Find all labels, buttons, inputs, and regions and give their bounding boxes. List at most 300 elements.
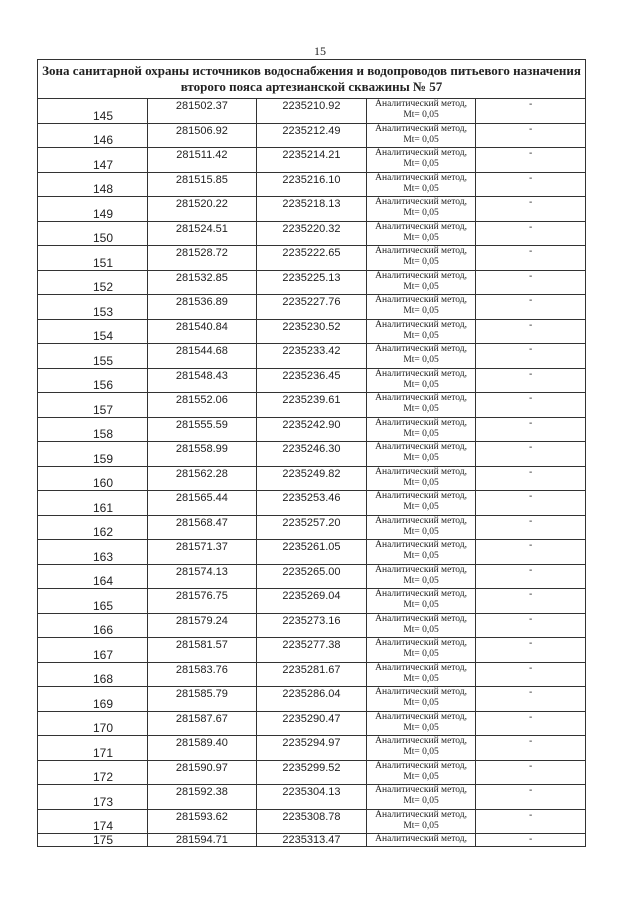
x-coordinate-cell bbox=[147, 197, 257, 222]
method-accuracy: Mt= 0,05 bbox=[403, 183, 439, 194]
x-coordinate-cell bbox=[147, 540, 257, 565]
point-number-cell bbox=[38, 442, 148, 467]
note-dash: - bbox=[529, 540, 533, 551]
x-coordinate: 281568.47 bbox=[175, 516, 228, 529]
note-cell bbox=[476, 270, 586, 295]
table-row bbox=[38, 662, 586, 687]
method-cell bbox=[366, 393, 476, 418]
point-number: 161 bbox=[93, 500, 114, 515]
x-coordinate: 281585.79 bbox=[175, 688, 228, 700]
y-coordinate-cell bbox=[257, 246, 367, 271]
note-dash: - bbox=[529, 393, 533, 404]
method-name: Аналитический метод, bbox=[375, 638, 467, 648]
y-coordinate-cell bbox=[257, 393, 367, 418]
point-number-cell bbox=[38, 295, 148, 320]
method-cell bbox=[366, 442, 476, 467]
point-number: 146 bbox=[93, 133, 114, 147]
table-row bbox=[38, 295, 586, 320]
y-coordinate-cell bbox=[257, 760, 367, 785]
method-name: Аналитический метод, bbox=[375, 148, 467, 158]
method-name: Аналитический метод, bbox=[375, 466, 467, 477]
point-number-cell bbox=[38, 711, 148, 736]
method-cell bbox=[366, 197, 476, 222]
method-accuracy: Mt= 0,05 bbox=[403, 502, 439, 512]
method-accuracy: Mt= 0,05 bbox=[403, 820, 439, 831]
method-cell bbox=[366, 834, 476, 847]
table-body bbox=[38, 60, 586, 847]
point-number: 157 bbox=[93, 402, 114, 417]
point-number-cell bbox=[38, 123, 148, 148]
y-coordinate: 2235277.38 bbox=[282, 639, 341, 651]
method-name: Аналитический метод, bbox=[375, 736, 467, 746]
method-cell bbox=[366, 736, 476, 761]
y-coordinate: 2235214.21 bbox=[282, 149, 341, 161]
method-cell bbox=[366, 221, 476, 246]
title-line-1: Зона санитарной охраны источников водоснабжения и водопроводов питьевого назначения bbox=[42, 63, 581, 78]
point-number-cell bbox=[38, 221, 148, 246]
x-coordinate-cell bbox=[147, 736, 257, 761]
point-number-cell bbox=[38, 99, 148, 124]
y-coordinate: 2235313.47 bbox=[282, 834, 341, 846]
point-number-cell bbox=[38, 638, 148, 663]
y-coordinate-cell bbox=[257, 99, 367, 124]
method-cell bbox=[366, 711, 476, 736]
note-cell bbox=[476, 785, 586, 810]
method-cell bbox=[366, 368, 476, 393]
table-row bbox=[38, 246, 586, 271]
x-coordinate: 281532.85 bbox=[175, 271, 228, 284]
note-cell bbox=[476, 515, 586, 540]
note-dash: - bbox=[529, 589, 533, 600]
y-coordinate-cell bbox=[257, 613, 367, 638]
y-coordinate: 2235239.61 bbox=[282, 394, 341, 406]
x-coordinate-cell bbox=[147, 834, 257, 847]
point-number: 175 bbox=[93, 833, 114, 847]
point-number-cell bbox=[38, 760, 148, 785]
point-number-cell bbox=[38, 491, 148, 516]
y-coordinate-cell bbox=[257, 491, 367, 516]
y-coordinate: 2235261.05 bbox=[282, 541, 341, 553]
method-accuracy: Mt= 0,05 bbox=[403, 208, 439, 218]
x-coordinate-cell bbox=[147, 662, 257, 687]
note-cell bbox=[476, 148, 586, 173]
note-dash: - bbox=[529, 319, 533, 331]
x-coordinate: 281576.75 bbox=[175, 590, 228, 602]
note-cell bbox=[476, 319, 586, 344]
method-accuracy: Mt= 0,05 bbox=[403, 698, 439, 708]
method-name: Аналитический метод, bbox=[375, 540, 467, 550]
point-number: 148 bbox=[93, 182, 114, 196]
y-coordinate-cell bbox=[257, 442, 367, 467]
table-row bbox=[38, 589, 586, 614]
point-number: 160 bbox=[93, 476, 114, 490]
x-coordinate: 281511.42 bbox=[176, 149, 228, 161]
note-cell bbox=[476, 442, 586, 467]
note-dash: - bbox=[529, 834, 533, 845]
note-cell bbox=[476, 197, 586, 222]
table-row bbox=[38, 197, 586, 222]
point-number-cell bbox=[38, 589, 148, 614]
point-number-cell bbox=[38, 368, 148, 393]
y-coordinate: 2235233.42 bbox=[282, 345, 341, 357]
x-coordinate: 281552.06 bbox=[175, 394, 228, 406]
x-coordinate-cell bbox=[147, 221, 257, 246]
x-coordinate: 281574.13 bbox=[175, 565, 228, 578]
table-row bbox=[38, 834, 586, 847]
method-name: Аналитический метод, bbox=[375, 221, 467, 232]
method-name: Аналитический метод, bbox=[375, 834, 467, 844]
method-name: Аналитический метод, bbox=[375, 295, 467, 305]
method-cell bbox=[366, 540, 476, 565]
point-number-cell bbox=[38, 172, 148, 197]
x-coordinate: 281540.84 bbox=[175, 320, 228, 333]
x-coordinate-cell bbox=[147, 442, 257, 467]
note-cell bbox=[476, 417, 586, 442]
method-accuracy: Mt= 0,05 bbox=[403, 747, 439, 757]
y-coordinate: 2235216.10 bbox=[282, 173, 341, 186]
note-cell bbox=[476, 638, 586, 663]
x-coordinate: 281544.68 bbox=[175, 345, 228, 357]
method-accuracy: Mt= 0,05 bbox=[403, 649, 439, 659]
method-cell bbox=[366, 613, 476, 638]
point-number: 153 bbox=[93, 304, 114, 319]
method-name: Аналитический метод, bbox=[375, 809, 467, 820]
method-name: Аналитический метод, bbox=[375, 393, 467, 403]
method-cell bbox=[366, 148, 476, 173]
method-name: Аналитический метод, bbox=[375, 172, 467, 183]
method-accuracy: Mt= 0,05 bbox=[403, 796, 439, 806]
method-name: Аналитический метод, bbox=[375, 442, 467, 452]
method-accuracy: Mt= 0,05 bbox=[403, 355, 439, 365]
x-coordinate-cell bbox=[147, 417, 257, 442]
title-line-2: второго пояса артезианской скважины № 57 bbox=[180, 79, 443, 94]
y-coordinate-cell bbox=[257, 466, 367, 491]
point-number-cell bbox=[38, 687, 148, 712]
x-coordinate-cell bbox=[147, 99, 257, 124]
table-row bbox=[38, 491, 586, 516]
note-dash: - bbox=[529, 564, 533, 576]
note-dash: - bbox=[529, 221, 533, 233]
x-coordinate-cell bbox=[147, 809, 257, 834]
method-name: Аналитический метод, bbox=[375, 515, 467, 526]
note-cell bbox=[476, 344, 586, 369]
note-dash: - bbox=[529, 760, 533, 772]
method-cell bbox=[366, 172, 476, 197]
point-number: 172 bbox=[93, 770, 114, 784]
point-number: 149 bbox=[93, 206, 114, 221]
x-coordinate-cell bbox=[147, 368, 257, 393]
x-coordinate: 281571.37 bbox=[175, 541, 228, 553]
table-row bbox=[38, 736, 586, 761]
point-number: 173 bbox=[93, 794, 114, 809]
x-coordinate: 281528.72 bbox=[175, 247, 228, 259]
point-number: 150 bbox=[93, 231, 114, 245]
note-cell bbox=[476, 564, 586, 589]
point-number: 158 bbox=[93, 427, 114, 441]
table-row bbox=[38, 785, 586, 810]
method-cell bbox=[366, 491, 476, 516]
point-number-cell bbox=[38, 270, 148, 295]
table-row bbox=[38, 270, 586, 295]
table-row bbox=[38, 687, 586, 712]
point-number: 171 bbox=[93, 745, 114, 760]
note-cell bbox=[476, 393, 586, 418]
note-cell bbox=[476, 491, 586, 516]
y-coordinate-cell bbox=[257, 638, 367, 663]
note-dash: - bbox=[529, 295, 533, 306]
note-dash: - bbox=[529, 638, 533, 649]
table-row bbox=[38, 711, 586, 736]
point-number-cell bbox=[38, 785, 148, 810]
y-coordinate: 2235257.20 bbox=[282, 516, 341, 529]
note-cell bbox=[476, 123, 586, 148]
point-number: 147 bbox=[93, 157, 114, 172]
method-name: Аналитический метод, bbox=[375, 344, 467, 354]
point-number: 156 bbox=[93, 378, 114, 392]
point-number: 151 bbox=[93, 255, 114, 270]
x-coordinate-cell bbox=[147, 711, 257, 736]
x-coordinate-cell bbox=[147, 613, 257, 638]
table-row bbox=[38, 344, 586, 369]
note-cell bbox=[476, 295, 586, 320]
note-cell bbox=[476, 711, 586, 736]
point-number: 152 bbox=[93, 280, 114, 294]
x-coordinate: 281536.89 bbox=[175, 296, 228, 308]
x-coordinate: 281555.59 bbox=[175, 418, 228, 431]
point-number: 169 bbox=[93, 696, 114, 711]
method-name: Аналитический метод, bbox=[375, 760, 467, 771]
note-dash: - bbox=[529, 662, 533, 674]
method-cell bbox=[366, 99, 476, 124]
method-accuracy: Mt= 0,05 bbox=[403, 379, 439, 390]
x-coordinate: 281589.40 bbox=[175, 737, 228, 749]
y-coordinate-cell bbox=[257, 172, 367, 197]
y-coordinate: 2235281.67 bbox=[282, 663, 341, 676]
note-cell bbox=[476, 221, 586, 246]
x-coordinate: 281502.37 bbox=[175, 100, 228, 112]
method-accuracy: Mt= 0,05 bbox=[403, 600, 439, 610]
x-coordinate: 281581.57 bbox=[175, 639, 228, 651]
point-number: 159 bbox=[93, 451, 114, 466]
title-row bbox=[38, 60, 586, 99]
method-name: Аналитический метод, bbox=[375, 564, 467, 575]
y-coordinate-cell bbox=[257, 589, 367, 614]
table-row bbox=[38, 393, 586, 418]
table-row bbox=[38, 638, 586, 663]
y-coordinate-cell bbox=[257, 809, 367, 834]
x-coordinate-cell bbox=[147, 172, 257, 197]
point-number-cell bbox=[38, 613, 148, 638]
point-number-cell bbox=[38, 736, 148, 761]
y-coordinate-cell bbox=[257, 736, 367, 761]
y-coordinate-cell bbox=[257, 515, 367, 540]
x-coordinate-cell bbox=[147, 344, 257, 369]
method-name: Аналитический метод, bbox=[375, 613, 467, 624]
note-dash: - bbox=[529, 711, 533, 723]
note-dash: - bbox=[529, 368, 533, 380]
x-coordinate: 281515.85 bbox=[175, 173, 228, 186]
point-number: 155 bbox=[93, 353, 114, 368]
table-row bbox=[38, 515, 586, 540]
y-coordinate: 2235230.52 bbox=[282, 320, 341, 333]
y-coordinate-cell bbox=[257, 368, 367, 393]
note-cell bbox=[476, 662, 586, 687]
x-coordinate: 281565.44 bbox=[175, 492, 228, 504]
method-cell bbox=[366, 785, 476, 810]
note-cell bbox=[476, 834, 586, 847]
method-name: Аналитический метод, bbox=[375, 368, 467, 379]
y-coordinate: 2235242.90 bbox=[282, 418, 341, 431]
method-name: Аналитический метод, bbox=[375, 687, 467, 697]
method-name: Аналитический метод, bbox=[375, 99, 467, 109]
method-name: Аналитический метод, bbox=[375, 319, 467, 330]
point-number: 166 bbox=[93, 623, 114, 637]
method-cell bbox=[366, 295, 476, 320]
method-accuracy: Mt= 0,05 bbox=[403, 404, 439, 414]
method-accuracy: Mt= 0,05 bbox=[403, 306, 439, 316]
y-coordinate: 2235249.82 bbox=[282, 467, 341, 480]
y-coordinate-cell bbox=[257, 417, 367, 442]
table-row bbox=[38, 442, 586, 467]
method-cell bbox=[366, 466, 476, 491]
y-coordinate-cell bbox=[257, 344, 367, 369]
table-row bbox=[38, 760, 586, 785]
x-coordinate: 281506.92 bbox=[175, 124, 228, 137]
method-accuracy: Mt= 0,05 bbox=[403, 159, 439, 169]
method-name: Аналитический метод, bbox=[375, 589, 467, 599]
y-coordinate: 2235236.45 bbox=[282, 369, 341, 382]
method-cell bbox=[366, 564, 476, 589]
point-number: 154 bbox=[93, 329, 114, 343]
x-coordinate-cell bbox=[147, 270, 257, 295]
note-cell bbox=[476, 613, 586, 638]
table-row bbox=[38, 221, 586, 246]
table-row bbox=[38, 540, 586, 565]
method-accuracy: Mt= 0,05 bbox=[403, 771, 439, 782]
note-cell bbox=[476, 687, 586, 712]
method-accuracy: Mt= 0,05 bbox=[403, 232, 439, 243]
point-number: 165 bbox=[93, 598, 114, 613]
method-name: Аналитический метод, bbox=[375, 197, 467, 207]
method-accuracy: Mt= 0,05 bbox=[403, 257, 439, 267]
method-accuracy: Mt= 0,05 bbox=[403, 551, 439, 561]
y-coordinate: 2235265.00 bbox=[282, 565, 341, 578]
note-cell bbox=[476, 466, 586, 491]
point-number: 170 bbox=[93, 721, 114, 735]
method-accuracy: Mt= 0,05 bbox=[403, 428, 439, 439]
note-cell bbox=[476, 736, 586, 761]
x-coordinate-cell bbox=[147, 785, 257, 810]
point-number: 174 bbox=[93, 819, 114, 833]
note-dash: - bbox=[529, 148, 533, 159]
note-dash: - bbox=[529, 270, 533, 282]
x-coordinate: 281520.22 bbox=[175, 198, 228, 210]
x-coordinate: 281558.99 bbox=[175, 443, 228, 455]
table-row bbox=[38, 466, 586, 491]
method-accuracy: Mt= 0,05 bbox=[403, 575, 439, 586]
x-coordinate: 281592.38 bbox=[175, 786, 228, 798]
x-coordinate-cell bbox=[147, 148, 257, 173]
y-coordinate: 2235227.76 bbox=[282, 296, 341, 308]
point-number-cell bbox=[38, 246, 148, 271]
y-coordinate-cell bbox=[257, 687, 367, 712]
method-cell bbox=[366, 638, 476, 663]
method-name: Аналитический метод, bbox=[375, 417, 467, 428]
table-row bbox=[38, 148, 586, 173]
x-coordinate-cell bbox=[147, 319, 257, 344]
x-coordinate-cell bbox=[147, 466, 257, 491]
note-dash: - bbox=[529, 99, 533, 110]
y-coordinate: 2235304.13 bbox=[282, 786, 341, 798]
note-dash: - bbox=[529, 785, 533, 796]
page-number: 15 bbox=[314, 44, 326, 58]
point-number-cell bbox=[38, 809, 148, 834]
y-coordinate-cell bbox=[257, 711, 367, 736]
table-row bbox=[38, 319, 586, 344]
x-coordinate: 281524.51 bbox=[175, 222, 228, 235]
y-coordinate-cell bbox=[257, 295, 367, 320]
x-coordinate-cell bbox=[147, 393, 257, 418]
y-coordinate-cell bbox=[257, 221, 367, 246]
method-accuracy: Mt= 0,05 bbox=[403, 134, 439, 145]
x-coordinate-cell bbox=[147, 295, 257, 320]
method-name: Аналитический метод, bbox=[375, 711, 467, 722]
table-row bbox=[38, 123, 586, 148]
y-coordinate: 2235253.46 bbox=[282, 492, 341, 504]
note-dash: - bbox=[529, 172, 533, 184]
note-dash: - bbox=[529, 246, 533, 257]
y-coordinate: 2235290.47 bbox=[282, 712, 341, 725]
point-number-cell bbox=[38, 466, 148, 491]
note-cell bbox=[476, 540, 586, 565]
note-cell bbox=[476, 99, 586, 124]
note-dash: - bbox=[529, 197, 533, 208]
x-coordinate-cell bbox=[147, 564, 257, 589]
point-number-cell bbox=[38, 564, 148, 589]
y-coordinate-cell bbox=[257, 197, 367, 222]
x-coordinate-cell bbox=[147, 515, 257, 540]
note-dash: - bbox=[529, 736, 533, 747]
point-number-cell bbox=[38, 197, 148, 222]
method-cell bbox=[366, 246, 476, 271]
coordinates-table bbox=[37, 59, 586, 847]
note-dash: - bbox=[529, 515, 533, 527]
method-accuracy: Mt= 0,05 bbox=[403, 281, 439, 292]
x-coordinate-cell bbox=[147, 760, 257, 785]
table-row bbox=[38, 613, 586, 638]
x-coordinate-cell bbox=[147, 491, 257, 516]
point-number-cell bbox=[38, 417, 148, 442]
method-name: Аналитический метод, bbox=[375, 662, 467, 673]
method-cell bbox=[366, 662, 476, 687]
table-title bbox=[38, 60, 586, 99]
note-cell bbox=[476, 589, 586, 614]
method-cell bbox=[366, 344, 476, 369]
point-number: 162 bbox=[93, 525, 114, 539]
x-coordinate-cell bbox=[147, 246, 257, 271]
x-coordinate-cell bbox=[147, 589, 257, 614]
x-coordinate: 281583.76 bbox=[175, 663, 228, 676]
x-coordinate: 281548.43 bbox=[175, 369, 228, 382]
note-cell bbox=[476, 172, 586, 197]
table-row bbox=[38, 809, 586, 834]
method-name: Аналитический метод, bbox=[375, 270, 467, 281]
note-dash: - bbox=[529, 442, 533, 453]
y-coordinate-cell bbox=[257, 834, 367, 847]
method-cell bbox=[366, 319, 476, 344]
point-number-cell bbox=[38, 540, 148, 565]
y-coordinate-cell bbox=[257, 123, 367, 148]
